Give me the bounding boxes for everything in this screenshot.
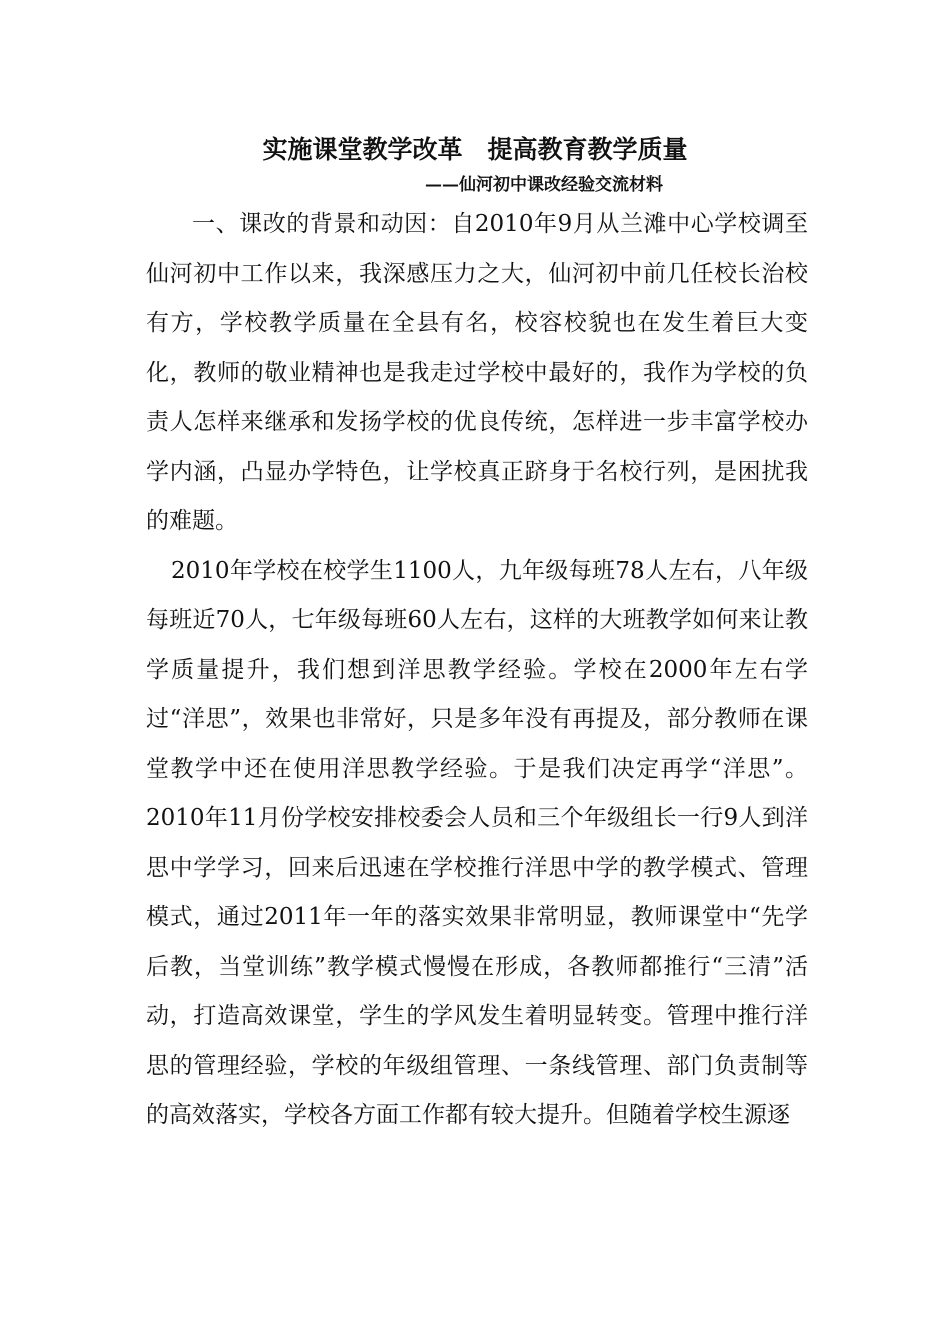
document-title: 实施课堂教学改革 提高教育教学质量 (262, 135, 688, 164)
document-body (146, 200, 808, 1141)
paragraph-yangsi: 2010年学校在校学生1100人，九年级每班78人左右，八年级每班近70人，七年级每班60人左右，这样的大班教学如何来让教学质量提升，我们想到洋思教学经验。学校在2000年左右学过“洋思”，效果也非常好，只是多年没有再提及，部分教师在课堂教学中还在使用洋思教学经验。于是我们决定再学“洋思”。2010年11月份学校安排校委会人员和三个年级组长一行9人到洋思中学学习，回来后迅速在学校推行洋思中学的教学模式、管理模式，通过2011年一年的落实效果非常明显，教师课堂中“先学后教，当堂训练”教学模式慢慢在形成，各教师都推行“三清”活动，打造高效课堂，学生的学风发生着明显转变。管理中推行洋思的管理经验，学校的年级组管理、一条线管理、部门负责制等的高效落实，学校各方面工作都有较大提升。但随着学校生源逐 (146, 557, 808, 1128)
paragraph-background: 一、课改的背景和动因：自2010年9月从兰滩中心学校调至仙河初中工作以来，我深感压力之大，仙河初中前几任校长治校有方，学校教学质量在全县有名，校容校貌也在发生着巨大变化，教师的敬业精神也是我走过学校中最好的，我作为学校的负责人怎样来继承和发扬学校的优良传统，怎样进一步丰富学校办学内涵，凸显办学特色，让学校真正跻身于名校行列，是困扰我的难题。 (146, 211, 808, 534)
document-subtitle: ——仙河初中课改经验交流材料 (425, 175, 663, 195)
